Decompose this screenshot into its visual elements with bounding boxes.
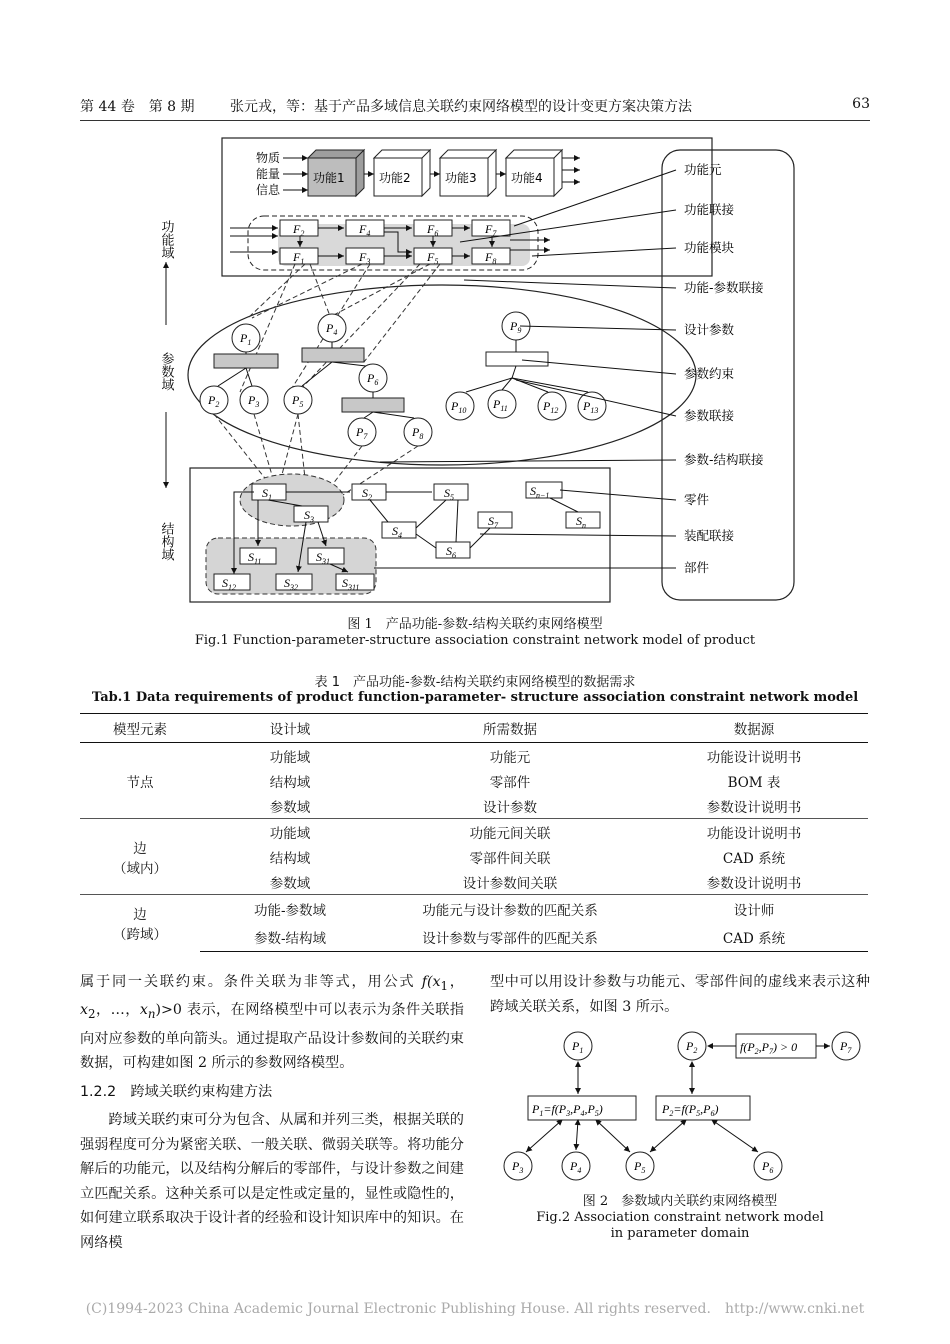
node-S31: $S_{31}$ bbox=[316, 550, 330, 566]
cube-func1 bbox=[308, 150, 364, 196]
node-S4: $S_4$ bbox=[392, 524, 402, 540]
parameter-domain-label: 参数域 bbox=[158, 352, 174, 391]
cell: 参数域 bbox=[269, 799, 311, 816]
node-S1: $S_1$ bbox=[262, 486, 272, 502]
paragraph-cross-domain: 跨域关联约束可分为包含、从属和并列三类，根据关联的强弱程度可分为紧密关联、一般关联、微弱关联等。将功能分解后的功能元，以及结构分解后的零部件，与设计参数之间建立匹配关系。这种关系可以是定性或定量的，显性或隐性的，如何建立联系取决于设计者的经验和设计知识库中的知识。在网络模 bbox=[80, 1112, 464, 1251]
node-P13: $P_{13}$ bbox=[583, 399, 599, 415]
cube-func3 bbox=[440, 150, 496, 196]
node-F8: $F_8$ bbox=[485, 250, 497, 266]
table-row bbox=[80, 895, 868, 924]
cell: 零部件间关联 bbox=[469, 850, 551, 867]
page-number: 63 bbox=[852, 96, 870, 112]
paragraph-cont: 型中可以用设计参数与功能元、零部件间的虚线来表示这种跨域关联关系，如图 3 所示。 bbox=[490, 974, 870, 1015]
node-F3: $F_3$ bbox=[359, 250, 371, 266]
cube-func1-label: 功能1 bbox=[313, 171, 345, 185]
node-F6: $F_6$ bbox=[427, 222, 439, 238]
node-P11: $P_{11}$ bbox=[493, 397, 508, 413]
node-P8: $P_8$ bbox=[412, 425, 424, 441]
col-design-domain: 设计域 bbox=[200, 714, 380, 743]
figure-1 bbox=[130, 130, 890, 610]
legend-item-2: 功能联接 bbox=[684, 202, 735, 217]
node-P1: $P_1$ bbox=[240, 331, 252, 347]
node-S311: $S_{311}$ bbox=[342, 576, 360, 592]
cell: 功能元 bbox=[489, 749, 531, 766]
legend-item-8: 参数-结构联接 bbox=[684, 452, 764, 467]
cell: 设计参数间关联 bbox=[462, 875, 558, 892]
formula: x bbox=[80, 1002, 89, 1019]
cell: CAD 系统 bbox=[722, 850, 786, 867]
fig2-node-P2: $P_2$ bbox=[686, 1039, 698, 1055]
col-required-data: 所需数据 bbox=[380, 714, 640, 743]
node-S3: $S_3$ bbox=[304, 508, 314, 524]
fig2-condition-text: $f(P_2,P_7) > 0$ bbox=[740, 1040, 798, 1056]
right-column bbox=[490, 970, 870, 1019]
node-P3: $P_3$ bbox=[248, 393, 260, 409]
fig2-node-P5: $P_5$ bbox=[634, 1159, 646, 1175]
node-P7: $P_7$ bbox=[356, 425, 368, 441]
formula: f(x bbox=[421, 974, 441, 990]
table-header-row bbox=[80, 714, 868, 743]
paragraph-conditional: 属于同一关联约束。条件关联为非等式，用公式 $f(x_1$，$x_2$，…，$x_n)>0$ 表示，在网络模型中可以表示为条件关联指向对应参数的单向箭头。通过提取产品设计参数间的关联约束数据，可构建如图 2 所示的参数网络模型。 bbox=[80, 974, 464, 1072]
group-edge-intra-label bbox=[80, 819, 200, 895]
cell: 参数设计说明书 bbox=[706, 799, 802, 816]
table-1-title-cn: 表 1 产品功能-参数-结构关联约束网络模型的数据需求 bbox=[314, 675, 636, 690]
fig2-equation-2: $P_2=f(P_5,P_6)$ bbox=[662, 1102, 719, 1118]
cell: 功能-参数域 bbox=[200, 895, 380, 924]
cube-func4-label: 功能4 bbox=[511, 171, 543, 185]
node-F2: $F_2$ bbox=[293, 222, 305, 238]
group-label-line2: （跨域） bbox=[113, 927, 167, 944]
legend-labels bbox=[684, 162, 764, 575]
domain-labels bbox=[159, 220, 175, 562]
fig2-node-P6: $P_6$ bbox=[762, 1159, 774, 1175]
section-heading bbox=[80, 1080, 464, 1105]
parameter-nodes bbox=[200, 312, 606, 446]
function-cubes bbox=[308, 150, 580, 196]
cell: 参数-结构域 bbox=[200, 923, 380, 952]
cell: 设计师 bbox=[640, 895, 868, 924]
node-P6: $P_6$ bbox=[367, 371, 379, 387]
node-Sn: $S_n$ bbox=[576, 514, 586, 530]
figure-2 bbox=[490, 1028, 870, 1192]
input-info: 信息 bbox=[256, 183, 281, 197]
legend-item-6: 参数约束 bbox=[684, 366, 735, 381]
copyright-footer: (C)1994-2023 China Academic Journal Electronic Publishing House. All rights reserved. http://www.cnki.net bbox=[85, 1301, 865, 1317]
table-1-title-en: Tab.1 Data requirements of product function-parameter- structure association constraint network model bbox=[91, 690, 859, 705]
left-column bbox=[80, 970, 464, 1255]
table-row bbox=[80, 743, 868, 769]
cell: 设计参数 bbox=[483, 799, 537, 816]
text-run: ， bbox=[448, 974, 464, 990]
structure-domain-label: 结构域 bbox=[158, 522, 174, 561]
formula: x bbox=[139, 1002, 148, 1019]
input-material: 物质 bbox=[256, 151, 281, 165]
table-row bbox=[80, 819, 868, 845]
group-label-line1: 边 bbox=[133, 840, 147, 857]
cell: 功能元与设计参数的匹配关系 bbox=[380, 895, 640, 924]
cell: 功能设计说明书 bbox=[706, 749, 802, 766]
cell: 设计参数与零部件的匹配关系 bbox=[380, 923, 640, 952]
text-run: 属于同一关联约束。条件关联为非等式，用公式 bbox=[80, 974, 422, 990]
figure-1-caption-cn: 图 1 产品功能-参数-结构关联约束网络模型 bbox=[347, 617, 603, 632]
input-energy: 能量 bbox=[256, 167, 281, 181]
node-S2: $S_2$ bbox=[362, 486, 372, 502]
table-1 bbox=[80, 713, 868, 952]
group-label-line2: （域内） bbox=[113, 860, 167, 877]
cube-func2 bbox=[374, 150, 430, 196]
figure-1-caption-en: Fig.1 Function-parameter-structure association constraint network model of product bbox=[194, 633, 756, 648]
node-S11: $S_{11}$ bbox=[248, 550, 262, 566]
section-number: 1.2.2 bbox=[80, 1083, 117, 1100]
input-labels bbox=[256, 150, 308, 197]
node-P5: $P_5$ bbox=[292, 393, 304, 409]
fig2-node-P3: $P_3$ bbox=[512, 1159, 524, 1175]
cube-func4 bbox=[506, 150, 562, 196]
legend-item-4: 功能-参数联接 bbox=[684, 280, 764, 295]
fig2-node-P7: $P_7$ bbox=[840, 1039, 852, 1055]
node-Sn-1: $S_{n-1}$ bbox=[530, 484, 550, 500]
legend-item-11: 部件 bbox=[684, 560, 710, 575]
node-F4: $F_4$ bbox=[359, 222, 371, 238]
node-S12: $S_{12}$ bbox=[222, 576, 236, 592]
group-edge-cross-label bbox=[80, 895, 200, 952]
cell: 功能域 bbox=[200, 819, 380, 845]
node-F5: $F_5$ bbox=[427, 250, 439, 266]
cell: 功能元间关联 bbox=[380, 819, 640, 845]
figure-2-caption-cn: 图 2 参数域内关联约束网络模型 bbox=[582, 1194, 778, 1209]
text-run: )>0 表示，在网络模型中可以表示为条件关联指向对应参数的单向箭头。通过提取产品设计参数间的关联约束数据，可构建如图 2 所示的参数网络模型。 bbox=[80, 1002, 464, 1072]
legend-item-1: 功能元 bbox=[684, 162, 722, 177]
node-P12: $P_{12}$ bbox=[543, 399, 559, 415]
fig2-equation-1: $P_1=f(P_3,P_4,P_5)$ bbox=[532, 1102, 603, 1118]
cell: 功能设计说明书 bbox=[640, 819, 868, 845]
cube-func2-label: 功能2 bbox=[379, 171, 411, 185]
legend-item-5: 设计参数 bbox=[684, 322, 735, 337]
legend-item-9: 零件 bbox=[684, 492, 710, 507]
node-P4: $P_4$ bbox=[326, 321, 338, 337]
fig2-node-P4: $P_4$ bbox=[570, 1159, 582, 1175]
node-S6: $S_6$ bbox=[446, 544, 456, 560]
cell: 零部件 bbox=[489, 774, 531, 791]
col-model-element: 模型元素 bbox=[80, 714, 200, 743]
fig2-node-P1: $P_1$ bbox=[572, 1039, 584, 1055]
node-P2: $P_2$ bbox=[208, 393, 220, 409]
journal-volume: 第 44 卷 第 8 期 bbox=[80, 99, 195, 115]
running-title: 张元戎，等：基于产品多域信息关联约束网络模型的设计变更方案决策方法 bbox=[230, 99, 692, 115]
node-P9: $P_9$ bbox=[510, 319, 522, 335]
cell: 参数域 bbox=[269, 875, 311, 892]
cell: CAD 系统 bbox=[640, 923, 868, 952]
text-run: ，…， bbox=[95, 1002, 140, 1019]
section-title: 跨域关联约束构建方法 bbox=[130, 1083, 273, 1100]
col-data-source: 数据源 bbox=[640, 714, 868, 743]
figure-2-caption-en-1: Fig.2 Association constraint network model bbox=[536, 1210, 824, 1225]
cell: 结构域 bbox=[269, 774, 311, 791]
legend-item-3: 功能模块 bbox=[684, 240, 735, 255]
function-domain-label: 功能域 bbox=[158, 220, 174, 259]
figure-2-caption-en-2: in parameter domain bbox=[610, 1226, 750, 1241]
node-S32: $S_{32}$ bbox=[284, 576, 298, 592]
node-P10: $P_{10}$ bbox=[451, 399, 467, 415]
legend-item-7: 参数联接 bbox=[684, 408, 735, 423]
node-S5: $S_5$ bbox=[444, 486, 454, 502]
running-header bbox=[80, 94, 870, 121]
cell: 结构域 bbox=[269, 850, 311, 867]
cell: BOM 表 bbox=[727, 774, 781, 791]
group-label-line1: 边 bbox=[133, 907, 147, 924]
node-F1: $F_1$ bbox=[293, 250, 305, 266]
node-S7: $S_7$ bbox=[488, 514, 498, 530]
legend-item-10: 装配联接 bbox=[684, 528, 735, 543]
node-F7: $F_7$ bbox=[485, 222, 497, 238]
cube-func3-label: 功能3 bbox=[445, 171, 477, 185]
cell: 功能域 bbox=[269, 749, 311, 766]
cell: 参数设计说明书 bbox=[706, 875, 802, 892]
group-node-label: 节点 bbox=[126, 774, 154, 791]
